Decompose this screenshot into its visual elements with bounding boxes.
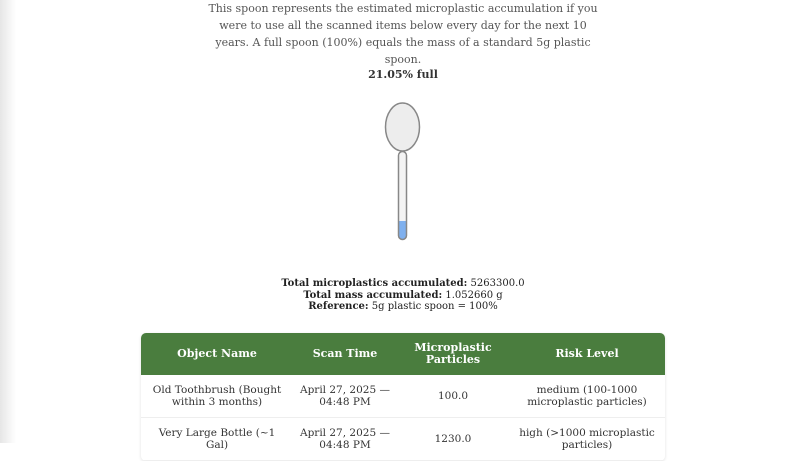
total-mass-line	[0, 290, 806, 302]
total-particles-line	[0, 278, 806, 290]
table-row	[141, 375, 665, 418]
cell-particles: 1230.0	[397, 418, 509, 461]
table-row	[141, 418, 665, 461]
column-header-risk-level: Risk Level	[555, 347, 619, 360]
spoon-fill-level	[399, 221, 407, 240]
cell-scan-time: April 27, 2025 — 04:48 PM	[293, 375, 397, 418]
cell-risk-level: high (>1000 microplastic particles)	[509, 418, 665, 461]
column-header-object-name: Object Name	[177, 347, 257, 360]
cell-particles: 100.0	[397, 375, 509, 418]
reference-label: Reference:	[308, 301, 369, 312]
total-particles-value: 5263300.0	[470, 278, 525, 289]
cell-object-name: Old Toothbrush (Bought within 3 months)	[141, 375, 293, 418]
page-edge-shadow	[0, 0, 16, 443]
cell-scan-time: April 27, 2025 — 04:48 PM	[293, 418, 397, 461]
reference-value: 5g plastic spoon = 100%	[371, 301, 498, 312]
cell-object-name: Very Large Bottle (~1 Gal)	[141, 418, 293, 461]
scanned-items-table	[141, 333, 665, 461]
table-header-row	[141, 333, 665, 375]
total-particles-label: Total microplastics accumulated:	[281, 278, 468, 289]
column-header-scan-time: Scan Time	[312, 347, 378, 360]
total-mass-value: 1.052660 g	[445, 289, 503, 301]
column-header-particles: Microplastic Particles	[414, 341, 492, 366]
intro-text: This spoon represents the estimated microplastic accumulation if you were to use all the scanned items below every day for the next 10 years. A full spoon (100%) equals the mass of a standard 5g plastic spoon.	[208, 2, 598, 66]
total-mass-label: Total mass accumulated:	[303, 289, 443, 301]
spoon-percent-label: 21.05% full	[368, 68, 438, 81]
cell-risk-level: medium (100-1000 microplastic particles)	[509, 375, 665, 418]
reference-line	[0, 301, 806, 313]
spoon-icon	[379, 98, 427, 246]
spoon-graphic	[379, 98, 427, 246]
accumulation-stats	[0, 278, 806, 313]
spoon-bowl	[386, 103, 420, 151]
